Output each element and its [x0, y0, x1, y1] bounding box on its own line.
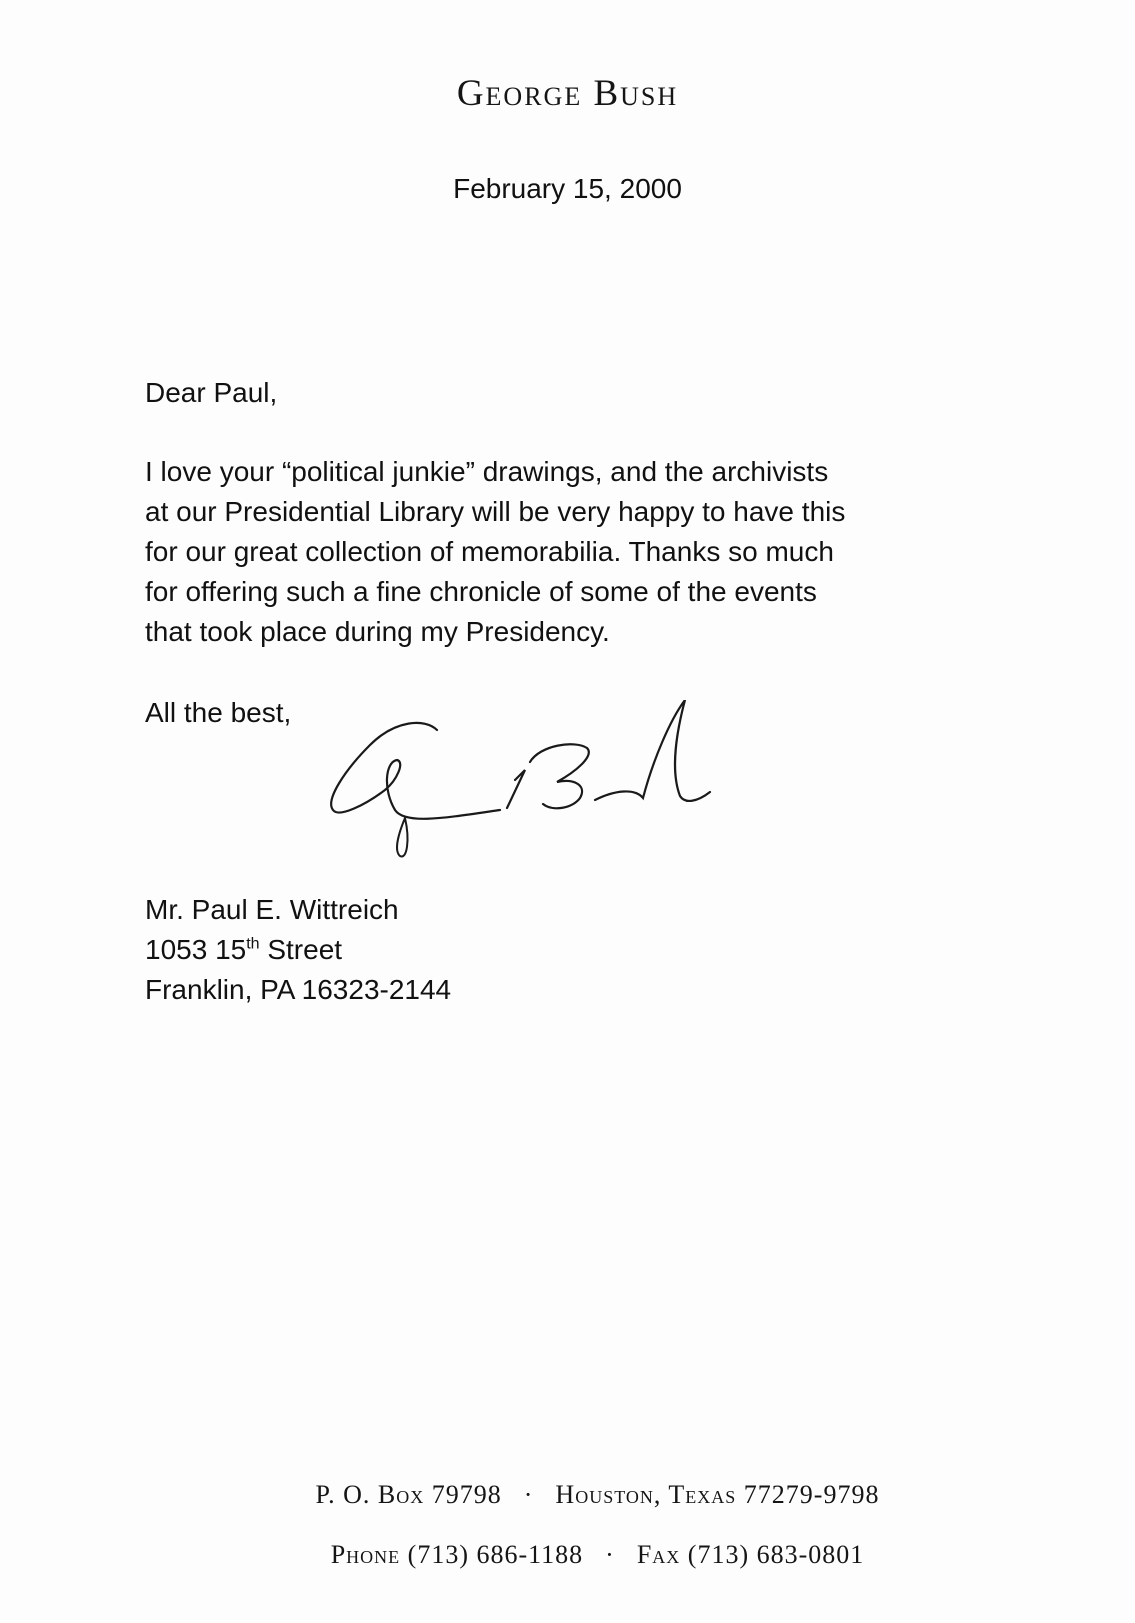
letter-date: February 15, 2000 — [453, 173, 682, 204]
recipient-city: Franklin, PA 16323-2144 — [145, 974, 452, 1005]
recipient-name: Mr. Paul E. Wittreich — [145, 894, 399, 925]
closing: All the best, — [145, 697, 292, 728]
footer-phone: Phone (713) 686-1188 — [330, 1540, 584, 1569]
footer-address — [30, 1480, 1135, 1510]
salutation: Dear Paul, — [145, 377, 278, 408]
body-line: for our great collection of memorabilia. Thanks so much — [145, 536, 834, 567]
footer-separator: · — [605, 1540, 615, 1569]
footer-po-box: P. O. Box 79798 — [315, 1480, 502, 1509]
handwritten-signature — [325, 700, 745, 880]
body-line: that took place during my Presidency. — [145, 616, 610, 647]
body-line: at our Presidential Library will be very happy to have this — [145, 496, 846, 527]
body-line: for offering such a fine chronicle of some of the events — [145, 576, 817, 607]
recipient-address — [145, 890, 451, 1010]
street-number: 1053 15 — [145, 934, 247, 965]
recipient-street — [145, 930, 451, 970]
letter-body — [145, 452, 1005, 652]
street-name: Street — [259, 934, 343, 965]
footer-fax: Fax (713) 683-0801 — [636, 1540, 865, 1569]
letterhead-name: George Bush — [456, 73, 679, 114]
footer-contact — [30, 1540, 1135, 1570]
footer-city: Houston, Texas 77279-9798 — [555, 1480, 880, 1509]
street-suffix: th — [246, 935, 260, 953]
body-line: I love your “political junkie” drawings, and the archivists — [145, 456, 829, 487]
footer-separator: · — [523, 1480, 534, 1509]
